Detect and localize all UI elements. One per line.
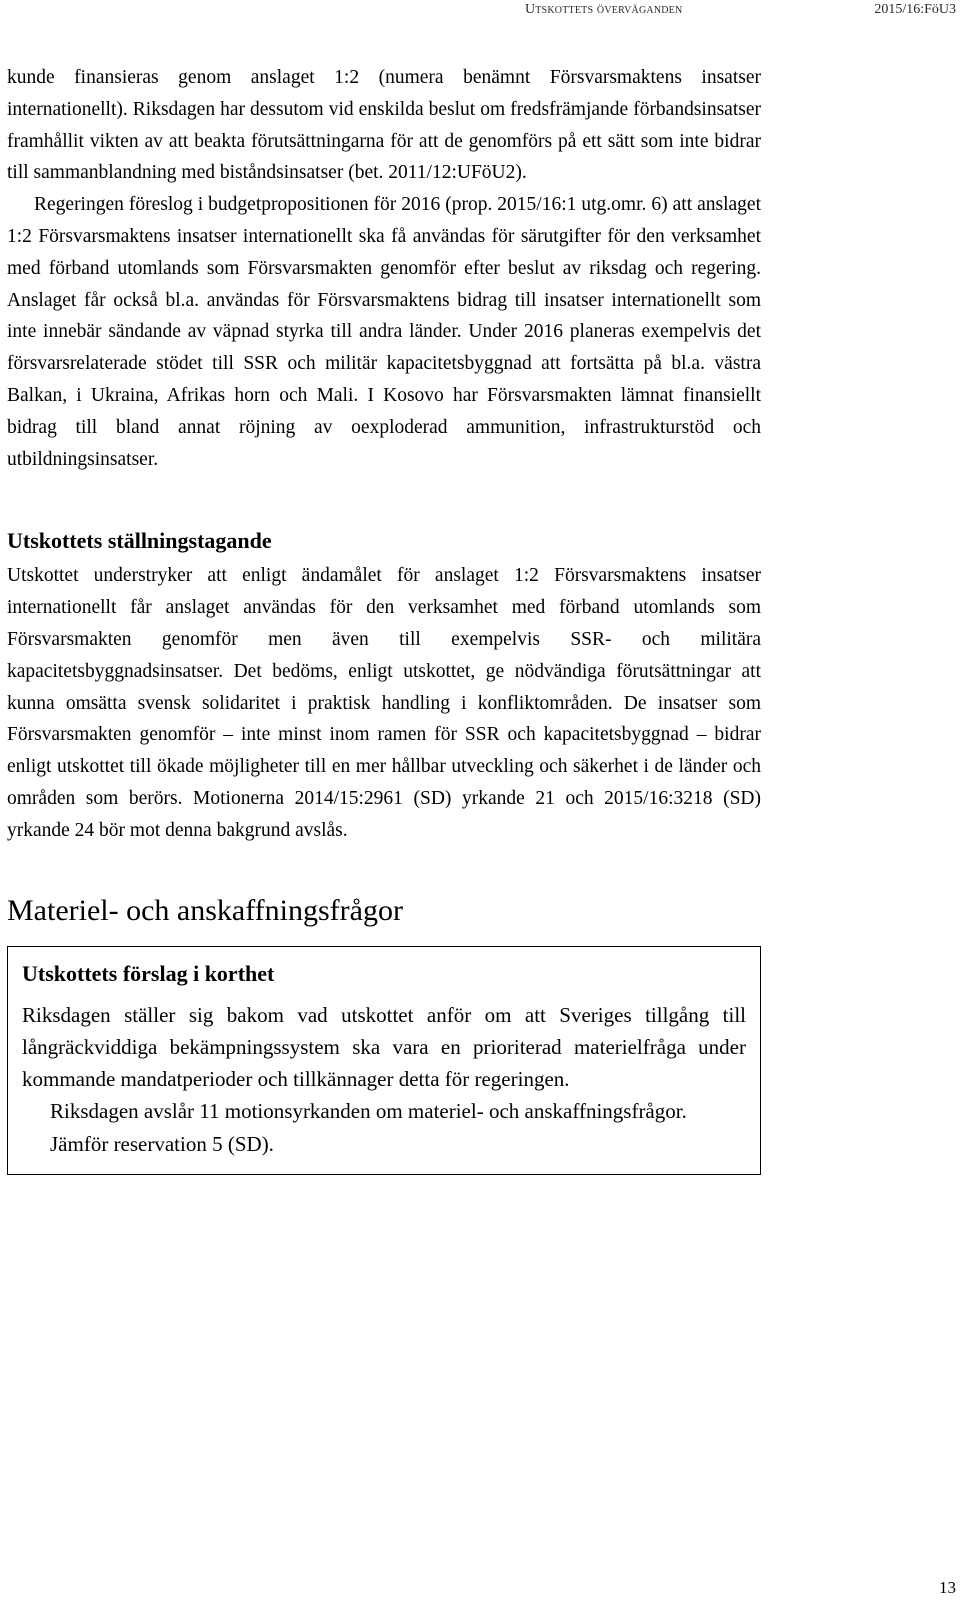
summary-box-paragraph-2: Riksdagen avslår 11 motionsyrkanden om materiel- och anskaffningsfrågor. (50, 1099, 687, 1124)
body-paragraph-3: Utskottet understryker att enligt ändamålet för anslaget 1:2 Försvarsmaktens insatser internationellt får anslaget användas för den verksamhet med förband utomlands som Försvarsmakten genomför men även till exempelvis SSR- och militära kapacitetsbyggnadsinsatser. Det bedöms, enligt utskottet, ge nödvändiga förutsättningar att kunna omsätta svensk solidaritet i praktisk handling i konfliktområden. De insatser som Försvarsmakten genomför – inte minst inom ramen för SSR och kapacitetsbyggnad – bidrar enligt utskottet till ökade möjligheter till en mer hållbar utveckling och säkerhet i de länder och områden som berörs. Motionerna 2014/15:2961 (SD) yrkande 21 och 2015/16:3218 (SD) yrkande 24 bör mot denna bakgrund avslås. (7, 565, 761, 841)
summary-box-paragraph-1: Riksdagen ställer sig bakom vad utskottet anför om att Sveriges tillgång till långräckviddiga bekämpningssystem ska vara en prioriterad materielfråga under kommande mandatperioder och tillkännager detta för regeringen. (22, 1002, 746, 1092)
page-content (7, 62, 761, 1175)
body-paragraph-2: Regeringen föreslog i budgetpropositionen för 2016 (prop. 2015/16:1 utg.omr. 6) att anslaget 1:2 Försvarsmaktens insatser internationellt ska få användas för särutgifter för den verksamhet med förband utomlands som Försvarsmakten genomför efter beslut av riksdag och regering. Anslaget får också bl.a. användas för Försvarsmaktens bidrag till insatser internationellt som inte innebär sändande av väpnad styrka till andra länder. Under 2016 planeras exempelvis det försvarsrelaterade stödet till SSR och militär kapacitetsbyggnad att fortsätta på bl.a. västra Balkan, i Ukraina, Afrikas horn och Mali. I Kosovo har Försvarsmakten lämnat finansiellt bidrag till bland annat röjning av oexploderad ammunition, infrastrukturstöd och utbildningsinsatser. (7, 194, 761, 470)
section-heading-materiel: Materiel- och anskaffningsfrågor (7, 893, 403, 927)
summary-box (7, 946, 761, 1175)
running-head (0, 0, 960, 30)
body-paragraph-1: kunde finansieras genom anslaget 1:2 (numera benämnt Försvarsmaktens insatser internationellt). Riksdagen har dessutom vid enskilda beslut om fredsfrämjande förbandsinsatser framhållit vikten av att beakta förutsättningarna för att de genomförs på ett sätt som inte bidrar till sammanblandning med biståndsinsatser (bet. 2011/12:UFöU2). (7, 67, 761, 184)
running-head-section: Utskottets överväganden (525, 2, 683, 17)
summary-box-paragraph-3: Jämför reservation 5 (SD). (50, 1131, 274, 1156)
heading-utskottets-stallningstagande: Utskottets ställningstagande (7, 528, 272, 554)
summary-box-title: Utskottets förslag i korthet (22, 960, 275, 986)
running-head-document-ref: 2015/16:FöU3 (874, 2, 956, 17)
page-number: 13 (939, 1578, 956, 1597)
